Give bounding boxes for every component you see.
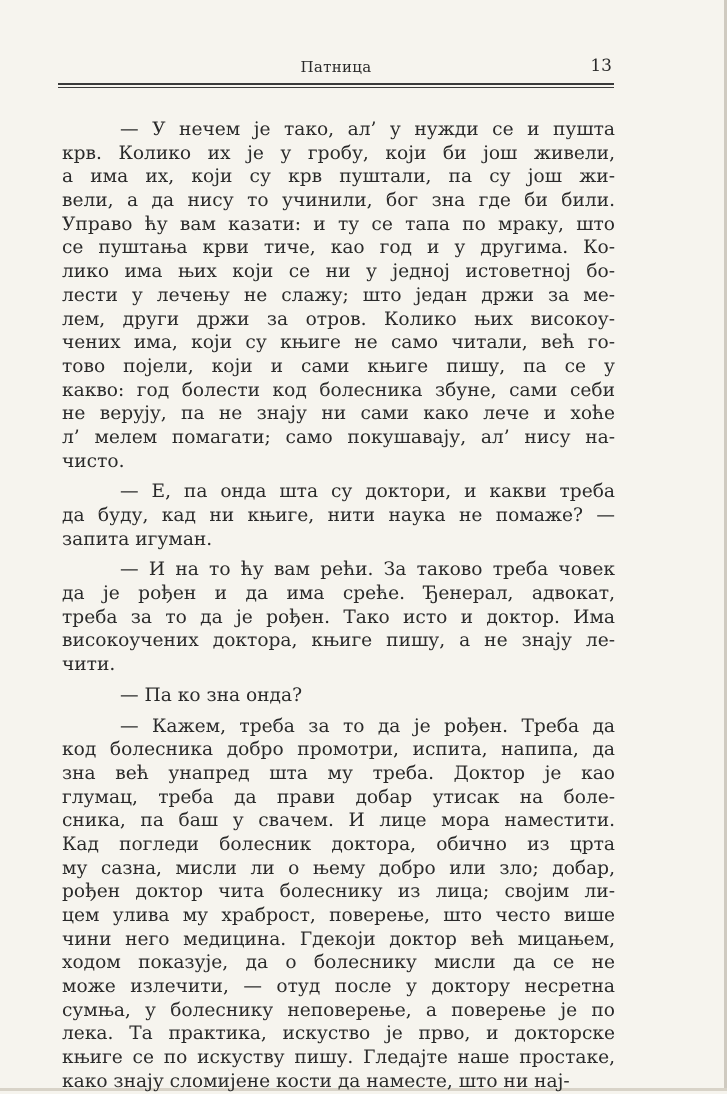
text-line: а има их, који су крв пуштали, па су још жи- <box>62 166 615 188</box>
text-line: сника, па баш у свачем. И лице мора наместити. <box>62 810 615 832</box>
text-line: се пуштања крви тиче, као год и у другима. Ко- <box>62 237 615 259</box>
text-line: како знају сломијене кости да наместе, што ни нај- <box>62 1070 570 1092</box>
text-line: треба за то да је рођен. Тако исто и доктор. Има <box>62 606 615 628</box>
text-line: — У нечем је тако, ал’ у нужди се и пушта <box>120 119 615 140</box>
text-line: чити. <box>62 654 116 676</box>
running-title: Патница <box>300 58 372 76</box>
text-line: зна већ унапред шта му треба. Доктор је као <box>62 762 615 784</box>
text-line: чених има, који су књиге не само читали, већ го- <box>62 332 615 354</box>
text-line: — Кажем, треба за то да је рођен. Треба да <box>120 715 615 737</box>
text-line: Кад погледи болесник доктора, обично из црта <box>62 833 615 855</box>
text-line: л’ мелем помагати; само покушавају, ал’ нису на- <box>62 426 615 448</box>
body-text <box>62 118 615 1094</box>
text-line: лека. Та практика, искуство је прво, и докторске <box>62 1023 615 1045</box>
text-line: ходом показује, да о болеснику мисли да се не <box>62 952 615 974</box>
text-line: књиге се по искуству пишу. Гледајте наше простаке, <box>62 1047 615 1069</box>
header-rule-thick <box>58 83 614 85</box>
text-line: крв. Колико их је у гробу, који би још живели, <box>62 142 615 164</box>
text-line: лести у лечењу не слажу; што један држи за ме- <box>62 284 615 306</box>
text-line: цем улива му храброст, поверење, што често више <box>62 905 615 926</box>
text-line: — И на то ћу вам рећи. За таково треба човек <box>120 559 615 581</box>
text-line: може излечити, — отуд после у доктору несретна <box>62 976 615 998</box>
text-line: код болесника добро промотри, испита, напипа, да <box>62 739 615 761</box>
text-line: рођен доктор чита болеснику из лица; својим ли- <box>62 881 615 903</box>
page-header <box>58 56 614 80</box>
header-rule-thin <box>58 87 614 88</box>
text-line: — Е, па онда шта су доктори, и какви треба <box>120 481 615 503</box>
text-line: какво: год болести код болесника збуне, сами себи <box>62 379 615 401</box>
text-line: да је рођен и да има среће. Ђенерал, адвокат, <box>62 583 615 605</box>
text-line: глумац, треба да прави добар утисак на боле- <box>62 786 615 808</box>
page-number: 13 <box>590 56 612 76</box>
text-line: тово појели, који и сами књиге пишу, па се у <box>62 355 615 377</box>
text-line: сумња, у болеснику неповерење, а поверење је по <box>62 999 615 1021</box>
text-line: не верују, па не знају ни сами како лече и хоће <box>62 403 615 425</box>
text-line: лико има њих који се ни у једној истоветној бо- <box>62 261 615 283</box>
text-line: да буду, кад ни књиге, нити наука не помаже? — <box>62 505 615 526</box>
text-line: Управо ћу вам казати: и ту се тапа по мраку, што <box>62 213 615 235</box>
text-line: чини него медицина. Гдекоји доктор већ мицањем, <box>62 928 615 950</box>
text-line: лем, други држи за отров. Колико њих високоу- <box>62 308 615 330</box>
text-line: му сазна, мисли ли о њему добро или зло; добар, <box>62 857 615 879</box>
text-line: запита игуман. <box>62 528 213 550</box>
text-line: вели, а да нису то учинили, бог зна где би били. <box>62 190 615 212</box>
text-line: чисто. <box>62 450 125 472</box>
text-line: високоучених доктора, књиге пишу, а не знају ле- <box>62 630 615 652</box>
text-line: — Па ко зна онда? <box>120 684 303 706</box>
